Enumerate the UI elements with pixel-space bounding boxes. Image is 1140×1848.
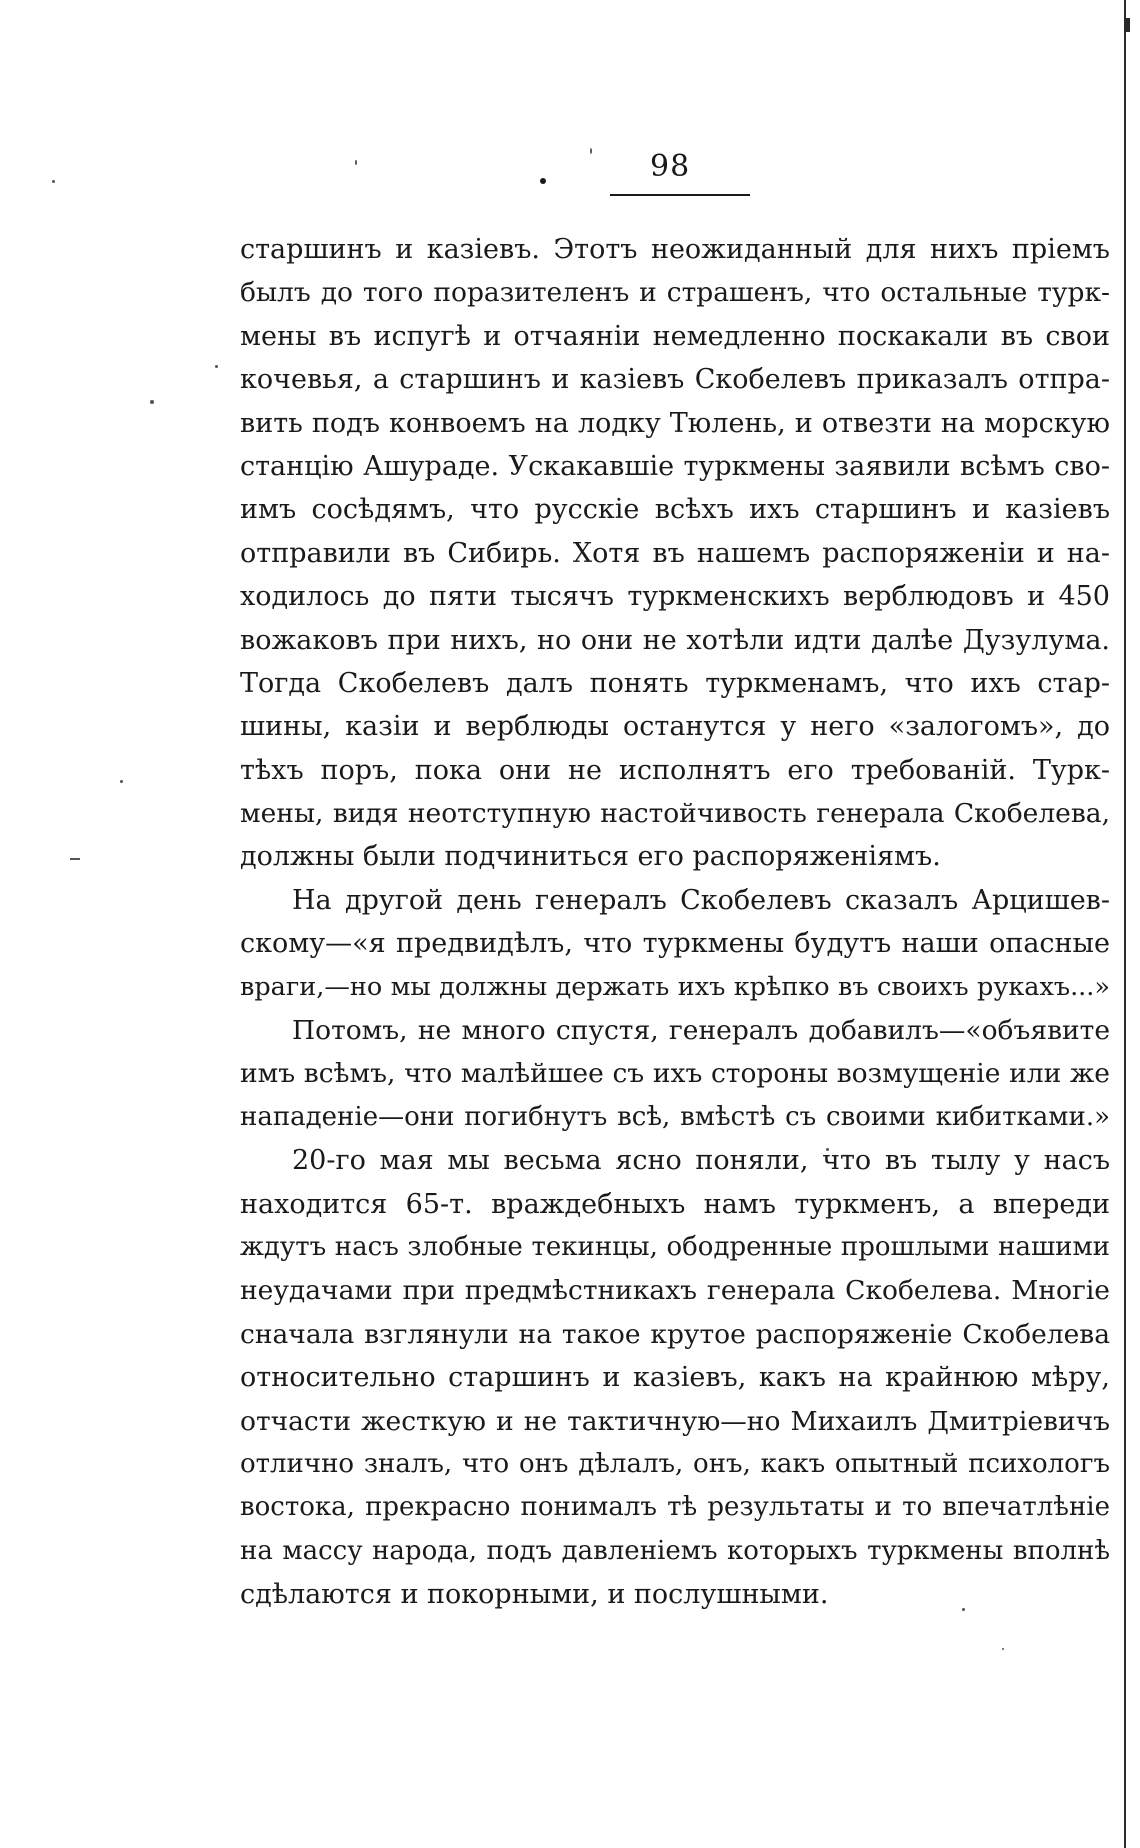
- header-rule: [610, 194, 750, 196]
- scan-speck: [1002, 1648, 1004, 1650]
- header-dot: [540, 178, 546, 184]
- text-line: неудачами при предмѣстникахъ генерала Скобелева. Многіе: [240, 1275, 1110, 1307]
- text-line: вожаковъ при нихъ, но они не хотѣли идти далѣе Дузулума.: [240, 624, 1110, 656]
- text-line: На другой день генералъ Скобелевъ сказалъ Арцишев-: [292, 884, 1110, 916]
- scan-speck: [70, 858, 80, 860]
- body-text: [240, 228, 1110, 1617]
- text-line: на массу народа, подъ давленіемъ которыхъ туркмены вполнѣ: [240, 1535, 1110, 1566]
- page-edge-mark: [1124, 18, 1130, 32]
- text-line: востока, прекрасно понималъ тѣ результаты и то впечатлѣніе: [240, 1492, 1110, 1523]
- text-line: Тогда Скобелевъ далъ понять туркменамъ, что ихъ стар-: [240, 667, 1110, 699]
- text-line: ходилось до пяти тысячъ туркменскихъ верблюдовъ и 450: [240, 581, 1110, 613]
- text-line: сдѣлаются и покорными, и послушными.: [240, 1579, 829, 1611]
- page-header: [540, 150, 760, 200]
- text-line: имъ всѣмъ, что малѣйшее съ ихъ стороны возмущеніе или же: [240, 1058, 1110, 1090]
- text-line: относительно старшинъ и казіевъ, какъ на крайнюю мѣру,: [240, 1362, 1110, 1394]
- scan-speck: [215, 365, 218, 368]
- text-line: сначала взглянули на такое крутое распоряженіе Скобелева: [240, 1318, 1110, 1350]
- text-line: должны были подчиниться его распоряженіямъ.: [240, 841, 941, 873]
- scan-speck: [355, 160, 357, 165]
- text-line: старшинъ и казіевъ. Этотъ неожиданный для нихъ пріемъ: [240, 234, 1110, 265]
- text-line: отчасти жесткую и не тактичную—но Михаилъ Дмитріевичъ: [240, 1405, 1110, 1437]
- text-line: мены, видя неотступную настойчивость генерала Скобелева,: [240, 798, 1110, 830]
- scan-speck: [52, 180, 55, 183]
- text-line: кочевья, а старшинъ и казіевъ Скобелевъ приказалъ отпра-: [240, 364, 1110, 396]
- text-line: мены въ испугѣ и отчаяніи немедленно поскакали въ свои: [240, 320, 1110, 352]
- text-line: тѣхъ поръ, пока они не исполнятъ его требованій. Турк-: [240, 754, 1110, 786]
- text-line: отправили въ Сибирь. Хотя въ нашемъ распоряженіи и на-: [240, 537, 1110, 569]
- text-line: ждутъ насъ злобные текинцы, ободренные прошлыми нашими: [240, 1231, 1110, 1262]
- text-line: враги,—но мы должны держать ихъ крѣпко въ своихъ рукахъ...»: [240, 971, 1110, 1002]
- text-line: 20-го мая мы весьма ясно поняли, что въ тылу у насъ: [292, 1145, 1110, 1177]
- text-line: находится 65-т. враждебныхъ намъ туркменъ, а впереди: [240, 1188, 1110, 1220]
- text-line: шины, казіи и верблюды останутся у него «залогомъ», до: [240, 711, 1110, 743]
- scan-speck: [120, 780, 123, 783]
- text-line: отлично зналъ, что онъ дѣлалъ, онъ, какъ опытный психологъ: [240, 1448, 1110, 1479]
- page-edge-line: [1124, 0, 1126, 1848]
- text-line: нападеніе—они погибнутъ всѣ, вмѣстѣ съ своими кибитками.»: [240, 1101, 1110, 1132]
- text-line: имъ сосѣдямъ, что русскіе всѣхъ ихъ старшинъ и казіевъ: [240, 494, 1110, 526]
- text-line: вить подъ конвоемъ на лодку Тюлень, и отвезти на морскую: [240, 407, 1110, 439]
- text-line: былъ до того поразителенъ и страшенъ, что остальные турк-: [240, 277, 1110, 309]
- page-number: 98: [650, 149, 691, 184]
- scan-speck: [150, 400, 154, 404]
- text-line: станцію Ашураде. Ускакавшіе туркмены заявили всѣмъ сво-: [240, 450, 1110, 482]
- text-line: Потомъ, не много спустя, генералъ добавилъ—«объявите: [292, 1015, 1110, 1047]
- text-line: скому—«я предвидѣлъ, что туркмены будутъ наши опасные: [240, 928, 1110, 960]
